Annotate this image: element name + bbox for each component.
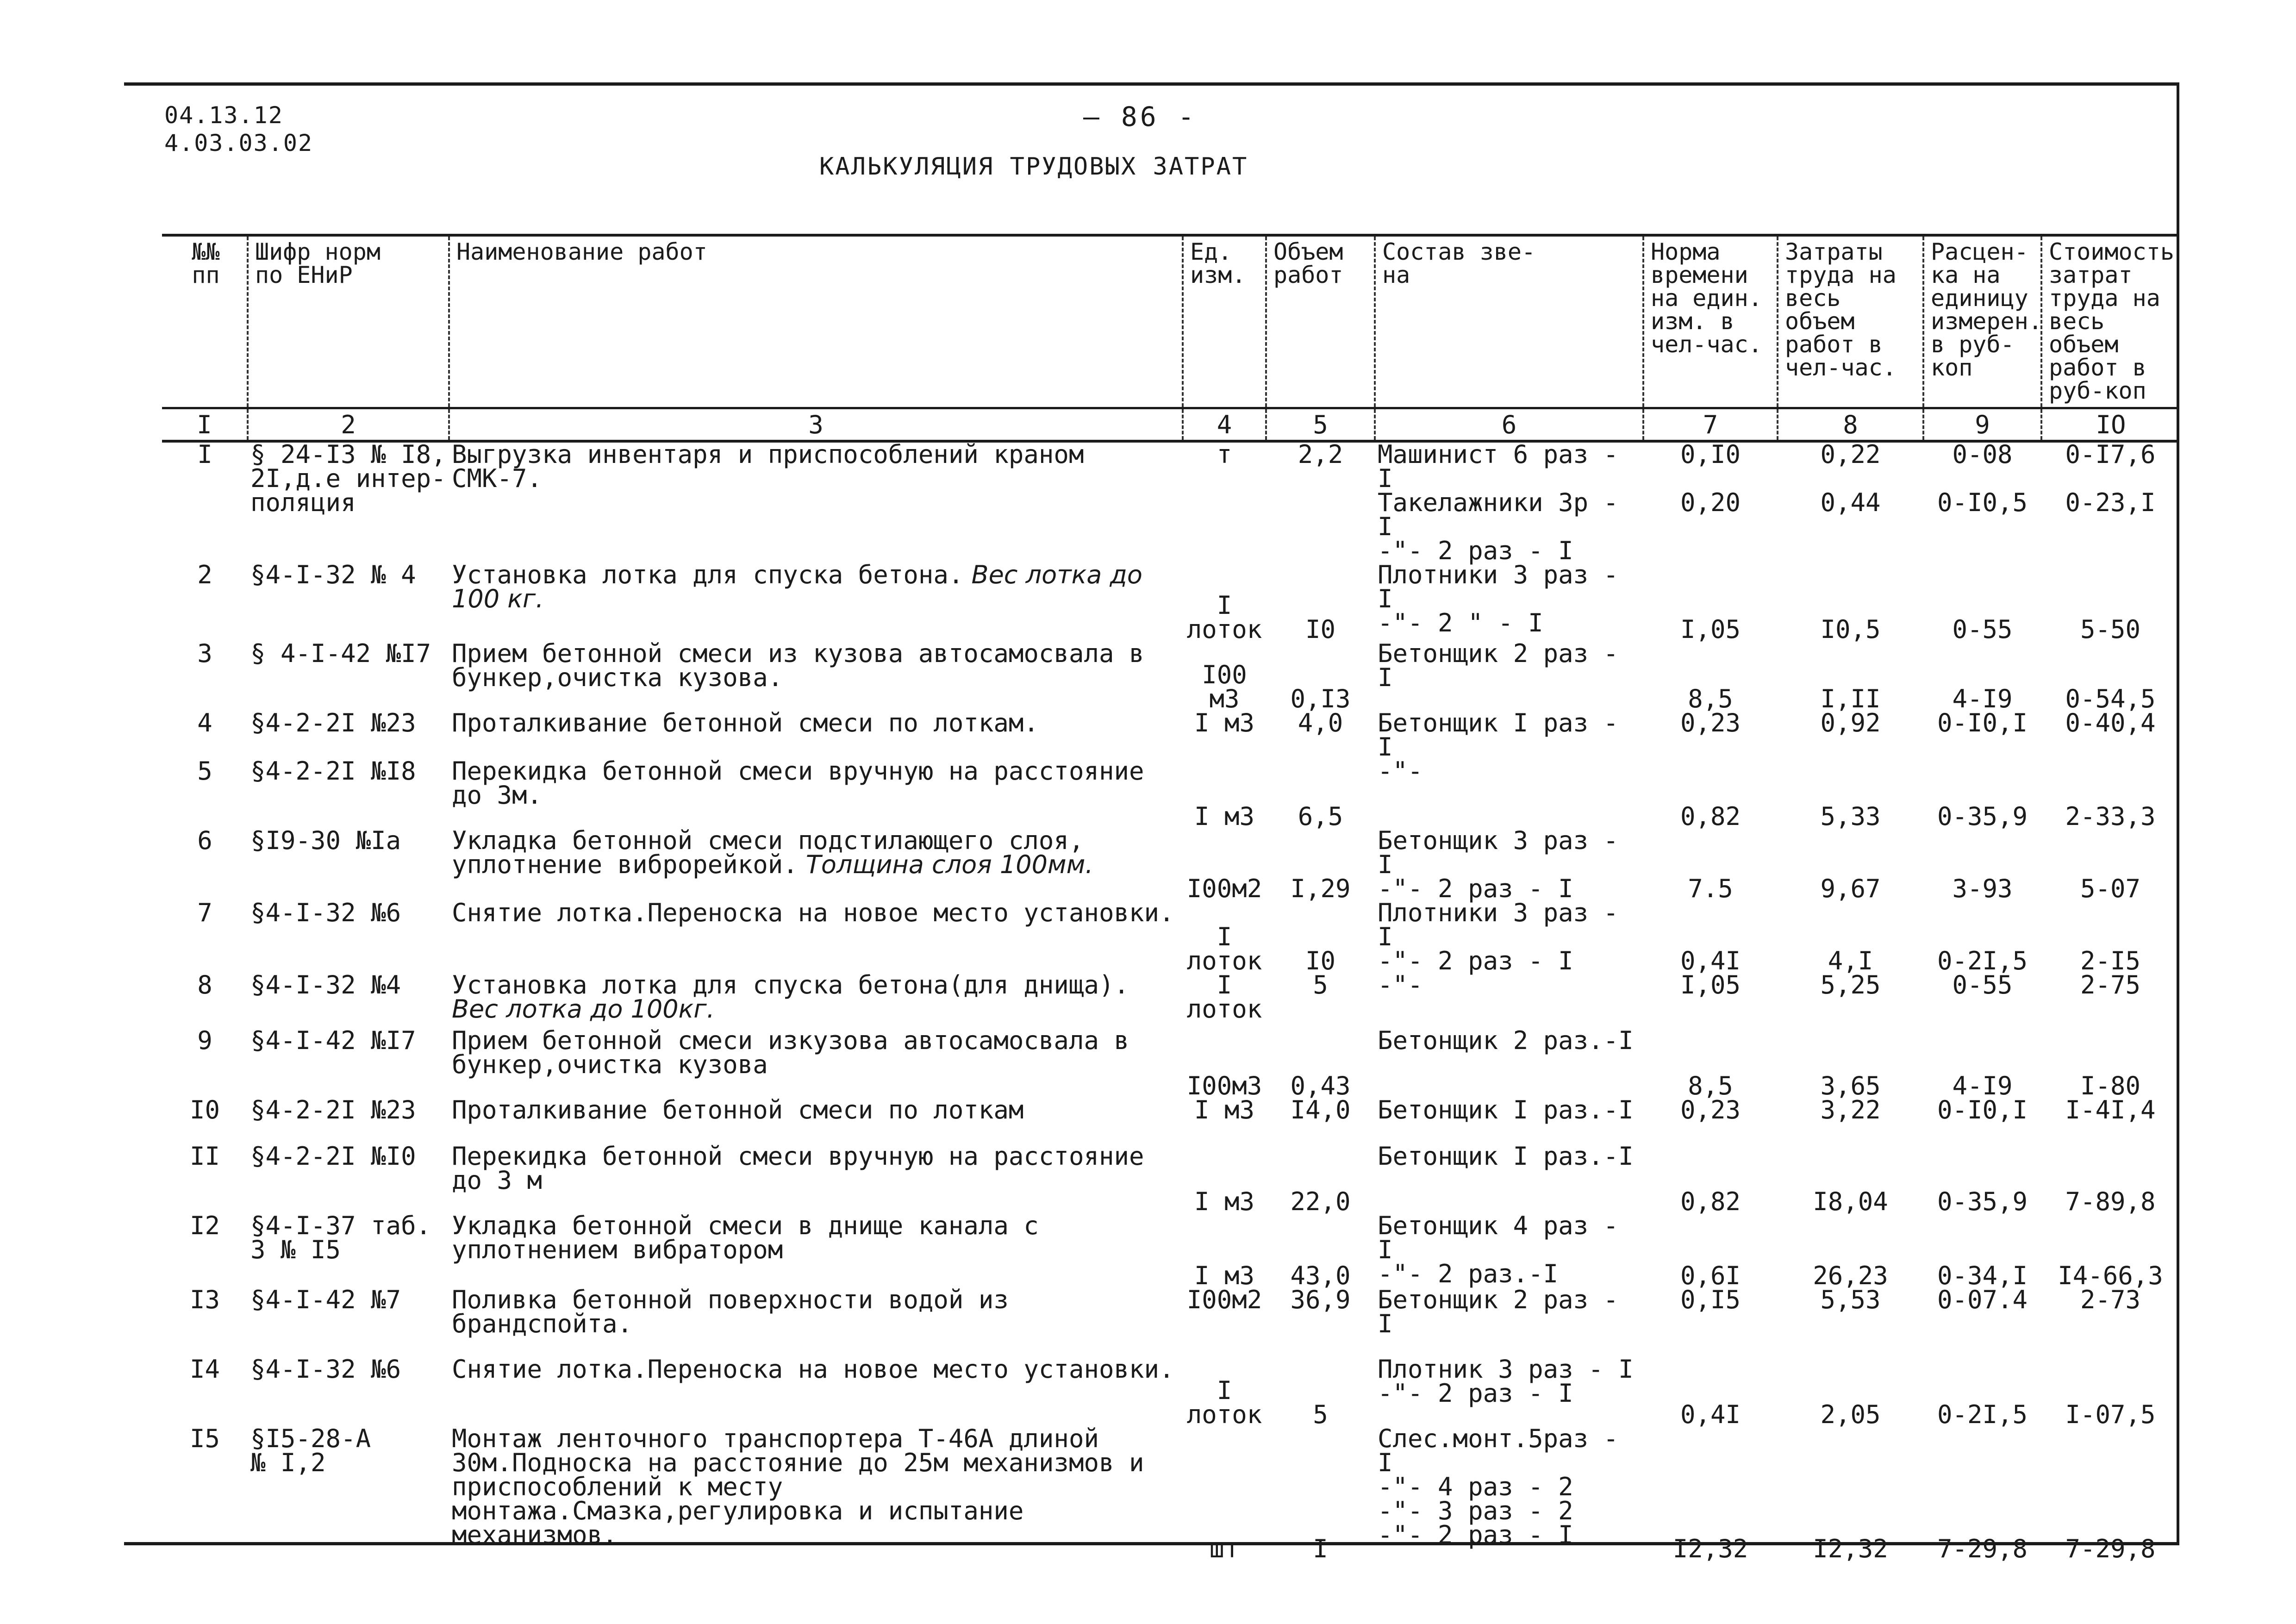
work-name-cell <box>449 639 1183 711</box>
table-row <box>162 1029 2179 1098</box>
norm-code: § 24-I3 № I8, 2I,д.е интер- поляция <box>250 440 446 517</box>
row-number: I4 <box>189 1355 220 1384</box>
time-norm: 0,23 <box>1680 708 1741 737</box>
work-name: Проталкивание бетонной смеси по лоткам. <box>452 708 1039 737</box>
work-name: Прием бетонной смеси из кузова автосамосвала в бункер,очистка кузова. <box>452 639 1144 692</box>
volume: 22,0 <box>1290 1187 1351 1216</box>
unit-rate: 0-35,9 <box>1937 802 2028 831</box>
table-row <box>162 973 2179 1029</box>
work-name-cell <box>449 970 1183 1029</box>
work-name-cell <box>449 1144 1183 1214</box>
row-number: 2 <box>197 560 212 589</box>
row-number: I5 <box>189 1424 220 1453</box>
column-number: 6 <box>1375 408 1643 442</box>
column-header: №№ пп <box>192 238 220 288</box>
labor-cost: I8,04 <box>1813 1187 1888 1216</box>
crew-composition: Бетонщик 4 раз - I -"- 2 раз.-I <box>1378 1211 1619 1288</box>
unit: I м3 <box>1194 1261 1255 1290</box>
norm-code: §4-I-32 № 4 <box>250 560 416 589</box>
unit-rate: 0-I0,I <box>1937 708 2028 737</box>
total-cost: 7-29,8 <box>2065 1534 2156 1563</box>
total-cost: I-07,5 <box>2065 1400 2156 1429</box>
crew-composition: -"- <box>1378 756 1423 786</box>
page-number: — 86 - <box>1083 101 1197 132</box>
header-row <box>162 235 2179 408</box>
work-name-cell <box>449 708 1183 759</box>
work-name: Установка лотка для спуска бетона. <box>452 560 964 589</box>
column-header: Норма времени на един. изм. в чел-час. <box>1643 235 1778 408</box>
norm-code: § 4-I-42 №I7 <box>250 639 431 668</box>
work-name: Укладка бетонной смеси подстилающего слоя, уплотнение виброрейкой. <box>452 826 1084 879</box>
work-name-cell <box>449 1095 1183 1144</box>
row-number: 9 <box>197 1026 212 1055</box>
time-norm: I,05 <box>1680 615 1741 644</box>
crew-composition: Бетонщик 3 раз - I -"- 2 раз - I <box>1378 826 1619 903</box>
labor-cost: I,II <box>1820 684 1881 713</box>
unit-rate: 4-I9 <box>1952 684 2013 713</box>
work-name: Перекидка бетонной смеси вручную на расстояние до 3 м <box>452 1142 1144 1195</box>
total-cost: I-80 <box>2080 1071 2141 1100</box>
volume: 2,2 <box>1298 440 1343 469</box>
crew-composition: Плотники 3 раз - I -"- 2 " - I <box>1378 560 1619 637</box>
total-cost: 5-07 <box>2080 874 2141 903</box>
time-norm: 0,4I <box>1680 946 1741 975</box>
total-cost: 0-40,4 <box>2065 708 2156 737</box>
table-row <box>162 1144 2179 1214</box>
unit-rate: 0-I0,I <box>1937 1095 2028 1124</box>
unit-rate: 0-07.4 <box>1937 1285 2028 1314</box>
labor-cost: 26,23 <box>1813 1261 1888 1290</box>
row-number: 5 <box>197 756 212 786</box>
unit-rate: 7-29,8 <box>1937 1534 2028 1563</box>
total-cost: I4-66,3 <box>2058 1261 2163 1290</box>
labor-cost: 5,33 <box>1820 802 1881 831</box>
time-norm: 0,I0 0,20 <box>1680 440 1741 517</box>
column-number: IO <box>2041 408 2179 442</box>
labor-cost: 5,53 <box>1820 1285 1881 1314</box>
column-header: Расцен- ка на единицу измерен. в руб-коп <box>1923 235 2041 408</box>
norm-code: §4-I-37 таб. 3 № I5 <box>250 1211 431 1264</box>
row-number: 6 <box>197 826 212 855</box>
unit: I м3 <box>1194 802 1255 831</box>
crew-composition: Бетонщик 2 раз - I <box>1378 639 1619 692</box>
crew-composition: Слес.монт.5раз - I -"- 4 раз - 2 -"- 3 раз - 2 -"- 2 раз - I <box>1378 1424 1619 1549</box>
time-norm: 0,6I <box>1680 1261 1741 1290</box>
column-number: I <box>162 408 248 442</box>
work-name: Установка лотка для спуска бетона(для днища). <box>452 970 1129 999</box>
table-row <box>162 563 2179 642</box>
column-number: 7 <box>1643 408 1778 442</box>
total-cost: 2-75 <box>2080 970 2141 999</box>
table-row <box>162 441 2179 563</box>
time-norm: I2,32 <box>1672 1534 1748 1563</box>
total-cost: 2-33,3 <box>2065 802 2156 831</box>
row-number: I3 <box>189 1285 220 1314</box>
time-norm: 8,5 <box>1688 1071 1733 1100</box>
unit-rate: 0-08 0-I0,5 <box>1937 440 2028 517</box>
norm-code: §4-2-2I №I0 <box>250 1142 416 1171</box>
volume: 36,9 <box>1290 1285 1351 1314</box>
volume: I,29 <box>1290 874 1351 903</box>
row-number: 8 <box>197 970 212 999</box>
labor-cost: 0,92 <box>1820 708 1881 737</box>
handwritten-note: Вес лотка до 100кг. <box>452 994 715 1024</box>
labor-cost: 0,22 0,44 <box>1820 440 1881 517</box>
unit: шт <box>1209 1534 1240 1563</box>
table-row <box>162 1214 2179 1288</box>
norm-code: §4-I-32 №6 <box>250 1355 401 1384</box>
time-norm: 0,82 <box>1680 1187 1741 1216</box>
work-name-cell <box>449 898 1183 973</box>
table-row <box>162 711 2179 759</box>
handwritten-note: Вес лотка до 100 кг. <box>452 560 1142 613</box>
norm-code: §4-I-42 №I7 <box>250 1026 416 1055</box>
labor-cost: 4,I <box>1828 946 1873 975</box>
unit: I лоток <box>1186 970 1262 1024</box>
crew-composition: Бетонщик I раз - I <box>1378 708 1619 762</box>
work-name-cell <box>449 1026 1183 1098</box>
unit: I м3 <box>1194 708 1255 737</box>
table-row <box>162 1098 2179 1144</box>
crew-composition: Плотники 3 раз - I -"- 2 раз - I <box>1378 898 1619 975</box>
column-header: Затраты труда на весь объем работ в чел-час. <box>1778 235 1923 408</box>
column-header: Наименование работ <box>449 235 1183 408</box>
work-name-cell <box>449 756 1183 829</box>
work-name: Укладка бетонной смеси в днище канала с уплотнением вибратором <box>452 1211 1039 1264</box>
total-cost: 0-I7,6 0-23,I <box>2065 440 2156 517</box>
row-number: I <box>197 440 212 469</box>
norm-code: §4-2-2I №23 <box>250 1095 416 1124</box>
column-number-row <box>162 408 2179 442</box>
volume: 6,5 <box>1298 802 1343 831</box>
unit-rate: 0-2I,5 <box>1937 1400 2028 1429</box>
norm-code: §4-2-2I №23 <box>250 708 416 737</box>
crew-composition: Бетонщик I раз.-I <box>1378 1095 1634 1124</box>
unit: I00м2 <box>1186 874 1262 903</box>
time-norm: 0,4I <box>1680 1400 1741 1429</box>
column-number: 3 <box>449 408 1183 442</box>
unit: I м3 <box>1194 1095 1255 1124</box>
unit-rate: 0-55 <box>1952 615 2013 644</box>
work-name-cell <box>449 441 1183 563</box>
row-number: 3 <box>197 639 212 668</box>
unit: I00м3 <box>1186 1071 1262 1100</box>
document-code-1: 04.13.12 <box>164 102 283 129</box>
crew-composition: Бетонщик 2 раз.-I <box>1378 1026 1634 1055</box>
time-norm: 0,23 <box>1680 1095 1741 1124</box>
unit-rate: 0-35,9 <box>1937 1187 2028 1216</box>
row-number: 4 <box>197 708 212 737</box>
work-name-cell <box>449 1211 1183 1288</box>
work-name: Проталкивание бетонной смеси по лоткам <box>452 1095 1024 1124</box>
document-code-2: 4.03.03.02 <box>164 130 313 156</box>
volume: 0,43 <box>1290 1071 1351 1100</box>
work-name-cell <box>449 1424 1183 1561</box>
column-header: Состав зве- на <box>1375 235 1643 408</box>
handwritten-note: Толщина слоя 100мм. <box>798 850 1093 879</box>
crew-composition: Бетонщик 2 раз - I <box>1378 1285 1619 1338</box>
work-name: Монтаж ленточного транспортера Т-46А длиной 30м.Подноска на расстояние до 25м механизмов и приспособлений к месту монтажа.Смазка,регулировка и испытание механизмов. <box>452 1424 1144 1549</box>
column-number: 2 <box>248 408 449 442</box>
table-row <box>162 1357 2179 1427</box>
labor-cost: I0,5 <box>1820 615 1881 644</box>
work-name: Перекидка бетонной смеси вручную на расстояние до 3м. <box>452 756 1144 810</box>
volume: I4,0 <box>1290 1095 1351 1124</box>
norm-code: §I9-30 №Iа <box>250 826 401 855</box>
unit: I лоток <box>1186 1376 1262 1429</box>
norm-code: §4-2-2I №I8 <box>250 756 416 786</box>
labor-cost-table <box>162 234 2179 1561</box>
crew-composition: Плотник 3 раз - I -"- 2 раз - I <box>1378 1355 1634 1408</box>
volume: I0 <box>1305 615 1336 644</box>
volume: 5 <box>1313 1400 1328 1429</box>
document-title: КАЛЬКУЛЯЦИЯ ТРУДОВЫХ ЗАТРАТ <box>819 153 1248 181</box>
unit: I лоток <box>1186 591 1262 644</box>
volume: 4,0 <box>1298 708 1343 737</box>
unit: I00 м3 <box>1202 660 1247 713</box>
row-number: I2 <box>189 1211 220 1240</box>
work-name-cell <box>449 1357 1183 1427</box>
work-name-cell <box>449 1285 1183 1357</box>
norm-code: §4-I-42 №7 <box>250 1285 401 1314</box>
column-number: 9 <box>1923 408 2041 442</box>
work-name: Выгрузка инвентаря и приспособлений краном СМК-7. <box>452 440 1084 493</box>
unit: I00м2 <box>1186 1285 1262 1314</box>
table-row <box>162 829 2179 901</box>
norm-code: §I5-28-А № I,2 <box>250 1424 371 1477</box>
row-number: 7 <box>197 898 212 927</box>
work-name: Снятие лотка.Переноска на новое место установки. <box>452 898 1174 927</box>
row-number: II <box>189 1142 220 1171</box>
total-cost: 2-I5 <box>2080 946 2141 975</box>
table-row <box>162 1427 2179 1561</box>
labor-cost: 3,22 <box>1820 1095 1881 1124</box>
column-header: Стоимость затрат труда на весь объем работ в руб-коп <box>2041 235 2179 408</box>
crew-composition: -"- <box>1378 970 1423 999</box>
column-header: Объем работ <box>1266 235 1375 408</box>
work-name: Снятие лотка.Переноска на новое место установки. <box>452 1355 1174 1384</box>
unit: т <box>1217 440 1232 469</box>
row-number: I0 <box>189 1095 220 1124</box>
column-number: 8 <box>1778 408 1923 442</box>
volume: 0,I3 <box>1290 684 1351 713</box>
norm-code: §4-I-32 №4 <box>250 970 401 999</box>
table-row <box>162 642 2179 711</box>
column-header: Шифр норм по ЕНиР <box>248 235 449 408</box>
table-row <box>162 901 2179 973</box>
column-header: Ед. изм. <box>1183 235 1266 408</box>
volume: 43,0 <box>1290 1261 1351 1290</box>
time-norm: 0,82 <box>1680 802 1741 831</box>
unit: I м3 <box>1194 1187 1255 1216</box>
unit: I лоток <box>1186 922 1262 975</box>
volume: I <box>1313 1534 1328 1563</box>
work-name-cell <box>449 826 1183 901</box>
volume: 5 <box>1313 970 1328 999</box>
time-norm: 0,I5 <box>1680 1285 1741 1314</box>
total-cost: 2-73 <box>2080 1285 2141 1314</box>
time-norm: 8,5 <box>1688 684 1733 713</box>
unit-rate: 4-I9 <box>1952 1071 2013 1100</box>
total-cost: 0-54,5 <box>2065 684 2156 713</box>
labor-cost: 9,67 <box>1820 874 1881 903</box>
time-norm: I,05 <box>1680 970 1741 999</box>
total-cost: I-4I,4 <box>2065 1095 2156 1124</box>
work-name: Поливка бетонной поверхности водой из брандспойта. <box>452 1285 1009 1338</box>
volume: I0 <box>1305 946 1336 975</box>
work-name: Прием бетонной смеси изкузова автосамосвала в бункер,очистка кузова <box>452 1026 1129 1079</box>
work-name-cell <box>449 560 1183 642</box>
labor-cost: 5,25 <box>1820 970 1881 999</box>
unit-rate: 0-55 <box>1952 970 2013 999</box>
labor-cost: I2,32 <box>1813 1534 1888 1563</box>
time-norm: 7.5 <box>1688 874 1733 903</box>
crew-composition: Машинист 6 раз - I Такелажники 3р - I -"- 2 раз - I <box>1378 440 1619 565</box>
unit-rate: 3-93 <box>1952 874 2013 903</box>
labor-cost: 2,05 <box>1820 1400 1881 1429</box>
column-number: 5 <box>1266 408 1375 442</box>
unit-rate: 0-34,I <box>1937 1261 2028 1290</box>
table-row <box>162 759 2179 829</box>
crew-composition: Бетонщик I раз.-I <box>1378 1142 1634 1171</box>
norm-code: §4-I-32 №6 <box>250 898 401 927</box>
total-cost: 7-89,8 <box>2065 1187 2156 1216</box>
labor-cost: 3,65 <box>1820 1071 1881 1100</box>
unit-rate: 0-2I,5 <box>1937 946 2028 975</box>
table-row <box>162 1288 2179 1357</box>
total-cost: 5-50 <box>2080 615 2141 644</box>
column-number: 4 <box>1183 408 1266 442</box>
